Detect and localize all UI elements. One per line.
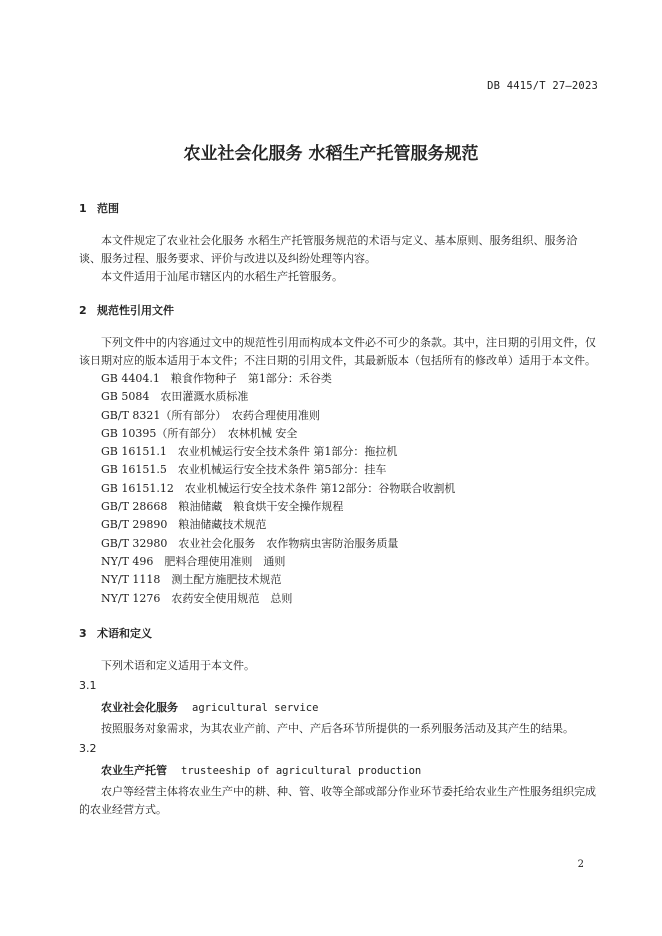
section-heading-references: [79, 302, 599, 318]
term-chinese: 农业生产托管: [101, 763, 167, 777]
paragraph: 下列文件中的内容通过文中的规范性引用而构成本文件必不可少的条款。其中，注日期的引用文件，仅该日期对应的版本适用于本文件；不注日期的引用文件，其最新版本（包括所有的修改单）适用于本文件。: [79, 336, 596, 367]
term-definition: 农户等经营主体将农业生产中的耕、种、管、收等全部或部分作业环节委托给农业生产性服务组织完成的农业经营方式。: [79, 784, 596, 816]
section-number: 1: [79, 202, 87, 215]
reference-item: NY/T 1276 农药安全使用规范 总则: [101, 591, 293, 605]
term-english: trusteeship of agricultural production: [181, 764, 422, 777]
reference-item: GB 16151.5 农业机械运行安全技术条件 第5部分：挂车: [101, 463, 387, 477]
section-number: 2: [79, 304, 87, 317]
document-body: [79, 200, 599, 819]
paragraph: 下列术语和定义适用于本文件。: [101, 658, 255, 672]
reference-list: [79, 370, 599, 608]
reference-item: NY/T 1118 测土配方施肥技术规范: [101, 573, 282, 587]
reference-item: GB 4404.1 粮食作物种子 第1部分：禾谷类: [101, 372, 332, 385]
reference-item: GB/T 29890 粮油储藏技术规范: [101, 518, 267, 532]
section-number: 3: [79, 626, 87, 640]
term-number: 3.2: [79, 741, 97, 755]
paragraph: 本文件适用于汕尾市辖区内的水稻生产托管服务。: [101, 270, 343, 283]
section-title: 范围: [97, 202, 119, 215]
term-chinese: 农业社会化服务: [101, 700, 178, 714]
reference-item: GB/T 32980 农业社会化服务 农作物病虫害防治服务质量: [101, 536, 399, 550]
section-heading-scope: [79, 200, 599, 216]
reference-item: GB/T 28668 粮油储藏 粮食烘干安全操作规程: [101, 500, 344, 514]
section-title: 规范性引用文件: [97, 304, 174, 317]
term-number: 3.1: [79, 678, 97, 692]
page-title: 农业社会化服务 水稻生产托管服务规范: [183, 144, 479, 164]
reference-item: GB 16151.1 农业机械运行安全技术条件 第1部分：拖拉机: [101, 445, 398, 459]
doc-code: DB 4415/T 27—2023: [487, 80, 598, 92]
reference-item: GB 10395（所有部分） 农林机械 安全: [101, 426, 298, 440]
paragraph: 本文件规定了农业社会化服务 水稻生产托管服务规范的术语与定义、基本原则、服务组织、服务洽谈、服务过程、服务要求、评价与改进以及纠纷处理等内容。: [79, 234, 578, 265]
term-heading: [79, 762, 599, 780]
page-number: 2: [577, 859, 584, 870]
reference-item: NY/T 496 肥料合理使用准则 通则: [101, 554, 286, 568]
reference-item: GB 5084 农田灌溉水质标准: [101, 390, 249, 404]
term-heading: [79, 699, 599, 717]
reference-item: GB 16151.12 农业机械运行安全技术条件 第12部分：谷物联合收割机: [101, 481, 456, 495]
term-definition: 按照服务对象需求，为其农业产前、产中、产后各环节所提供的一系列服务活动及其产生的结果。: [101, 721, 574, 735]
term-english: agricultural service: [192, 701, 319, 714]
reference-item: GB/T 8321（所有部分） 农药合理使用准则: [101, 408, 320, 422]
section-title: 术语和定义: [97, 626, 152, 640]
section-heading-terms: [79, 625, 599, 641]
